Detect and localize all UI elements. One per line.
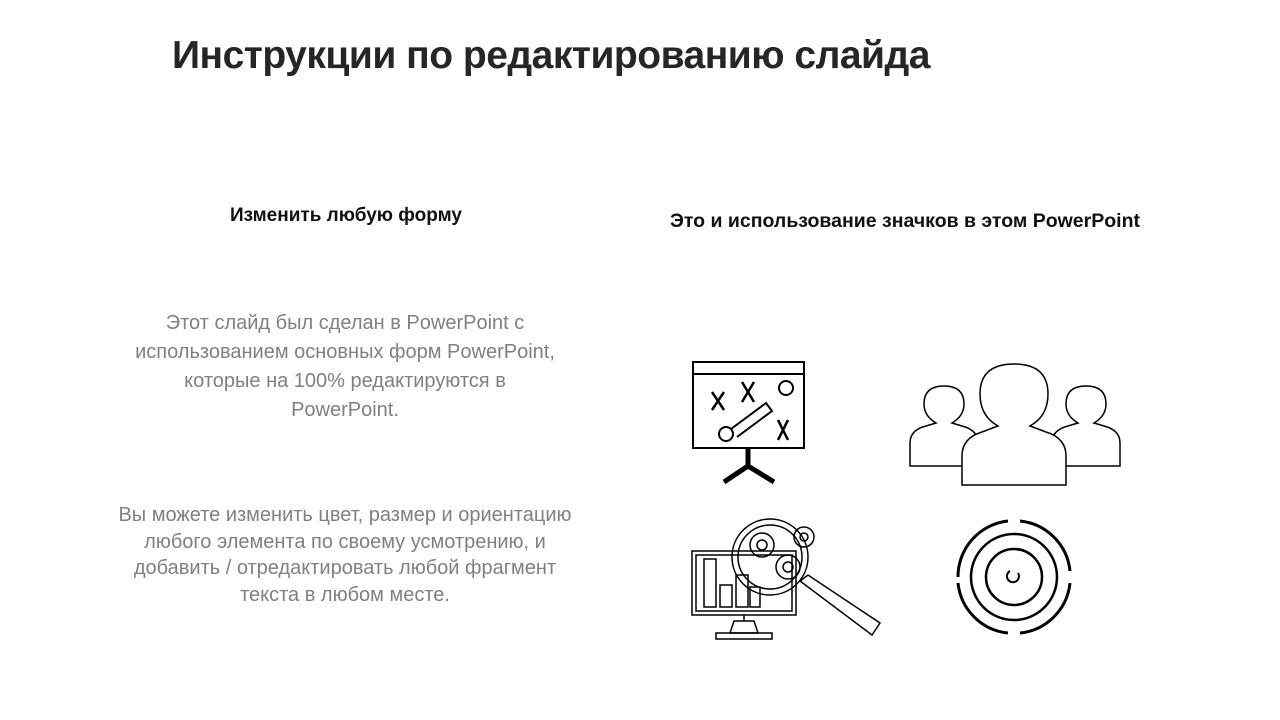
strategy-board-icon	[688, 358, 810, 488]
description-paragraph-1: Этот слайд был сделан в PowerPoint с использованием основных форм PowerPoint, которые на 100% редактируются в PowerPoint.	[135, 312, 555, 421]
analytics-search-icon	[688, 515, 883, 645]
left-heading: Изменить любую форму	[230, 205, 462, 226]
target-icon	[952, 515, 1076, 639]
description-paragraph-2: Вы можете изменить цвет, размер и ориентацию любого элемента по своему усмотрению, и добавить / отредактировать любой фрагмент текста в любом месте.	[118, 504, 572, 606]
team-icon	[906, 358, 1124, 488]
slide-title: Инструкции по редактированию слайда	[172, 34, 930, 77]
right-heading: Это и использование значков в этом PowerPoint	[670, 210, 1140, 232]
